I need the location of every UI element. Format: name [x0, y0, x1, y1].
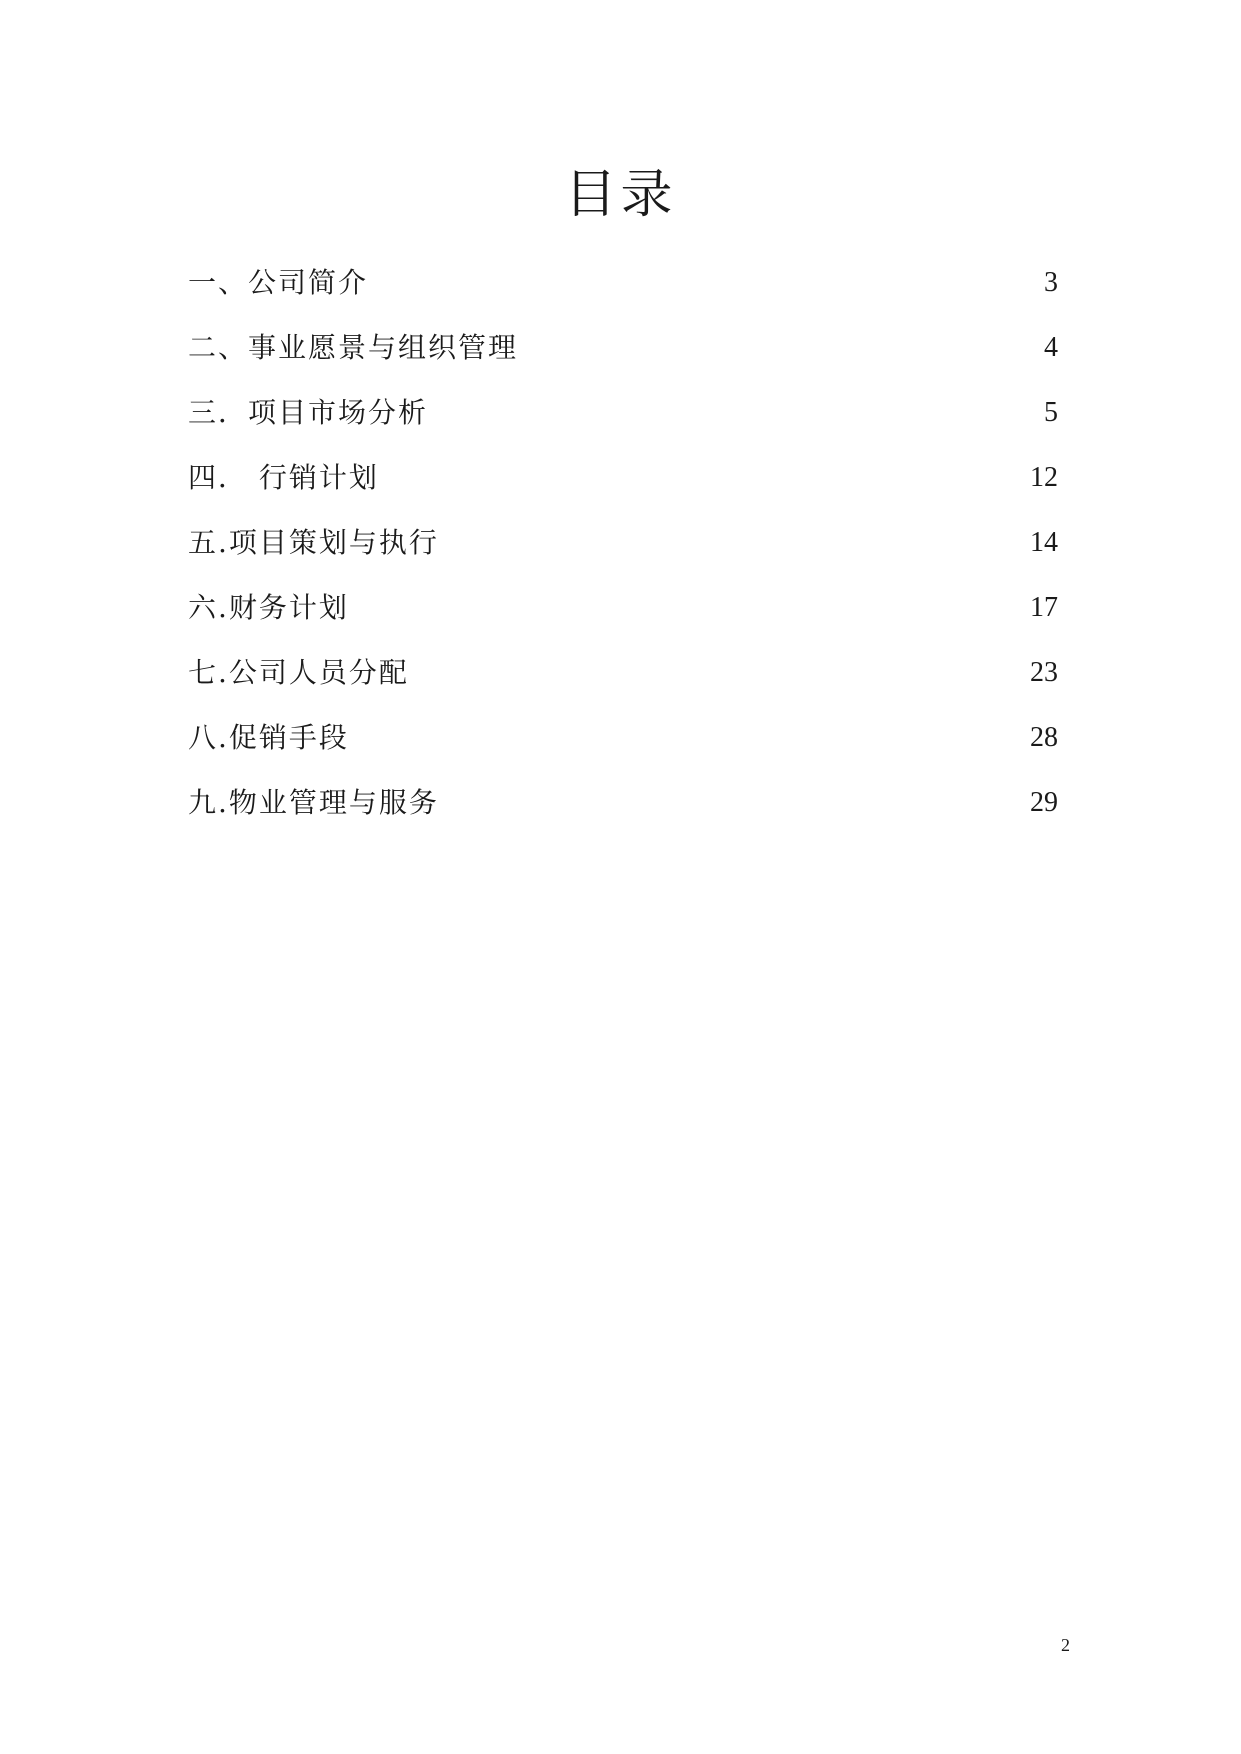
- toc-entry-page: 4: [1044, 331, 1058, 363]
- toc-entry-label: 二、事业愿景与组织管理: [188, 330, 519, 364]
- toc-entry: [188, 315, 1058, 380]
- page-title: 目录: [564, 165, 677, 225]
- toc-entry-label: 三．项目市场分析: [188, 395, 429, 429]
- toc-entry: [188, 445, 1058, 510]
- toc-entry: [188, 705, 1058, 770]
- toc-entry-page: 29: [1030, 786, 1058, 818]
- table-of-contents: [188, 250, 1058, 835]
- toc-entry-label: 四． 行销计划: [188, 460, 379, 494]
- toc-entry-page: 12: [1030, 461, 1058, 493]
- toc-entry: [188, 380, 1058, 445]
- toc-entry: [188, 640, 1058, 705]
- toc-entry: [188, 575, 1058, 640]
- toc-entry-page: 14: [1030, 526, 1058, 558]
- toc-entry-label: 五.项目策划与执行: [188, 525, 439, 559]
- toc-entry-label: 九.物业管理与服务: [188, 785, 439, 819]
- toc-entry-label: 七.公司人员分配: [188, 655, 409, 689]
- toc-entry-page: 5: [1044, 396, 1058, 428]
- toc-entry-label: 六.财务计划: [188, 590, 349, 624]
- toc-entry-page: 28: [1030, 721, 1058, 753]
- toc-entry: [188, 770, 1058, 835]
- toc-entry-page: 23: [1030, 656, 1058, 688]
- toc-entry-label: 一、公司简介: [188, 265, 369, 299]
- toc-entry: [188, 250, 1058, 315]
- toc-entry-page: 17: [1030, 591, 1058, 623]
- toc-entry: [188, 510, 1058, 575]
- toc-entry-label: 八.促销手段: [188, 720, 349, 754]
- toc-entry-page: 3: [1044, 266, 1058, 298]
- page-number: 2: [1061, 1635, 1070, 1655]
